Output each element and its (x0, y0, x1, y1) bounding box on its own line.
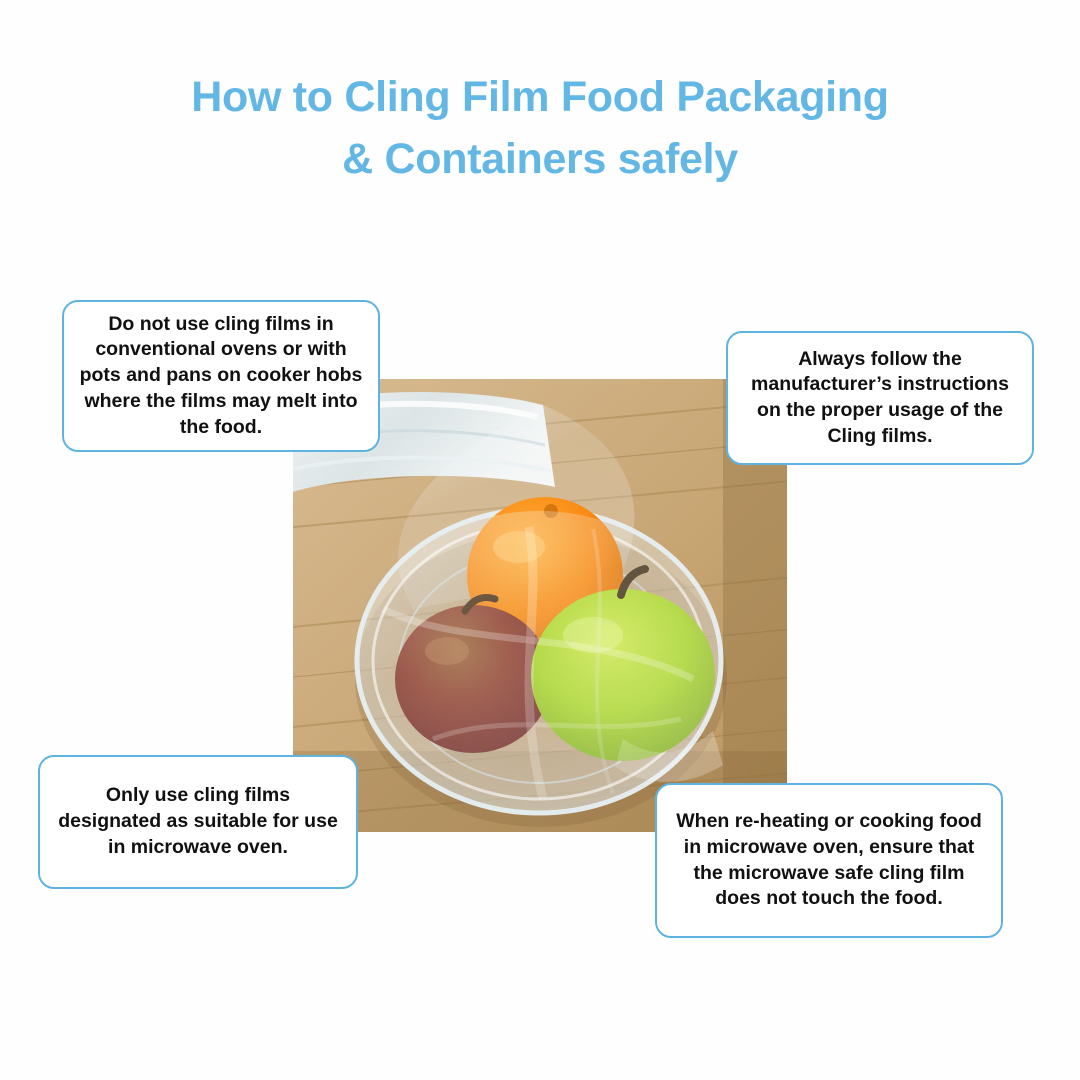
callout-no-ovens (62, 300, 380, 452)
callout-text: Do not use cling films in conventional ovens or with pots and pans on cooker hobs where the films may melt into the food. (79, 312, 363, 438)
callout-microwave-suitable (38, 755, 358, 889)
page-title-line-1: How to Cling Film Food Packaging (191, 73, 889, 121)
page-title (50, 66, 1030, 191)
callout-text: When re-heating or cooking food in microwave oven, ensure that the microwave safe cling film does not touch the food. (676, 810, 982, 910)
callout-text: Always follow the manufacturer’s instructions on the proper usage of the Cling films. (751, 347, 1009, 447)
callout-text: Only use cling films designated as suitable for use in microwave oven. (58, 784, 338, 858)
page-title-line-2: & Containers safely (342, 135, 738, 184)
callout-follow-instructions (726, 331, 1034, 465)
callout-no-touch-food (655, 783, 1003, 938)
